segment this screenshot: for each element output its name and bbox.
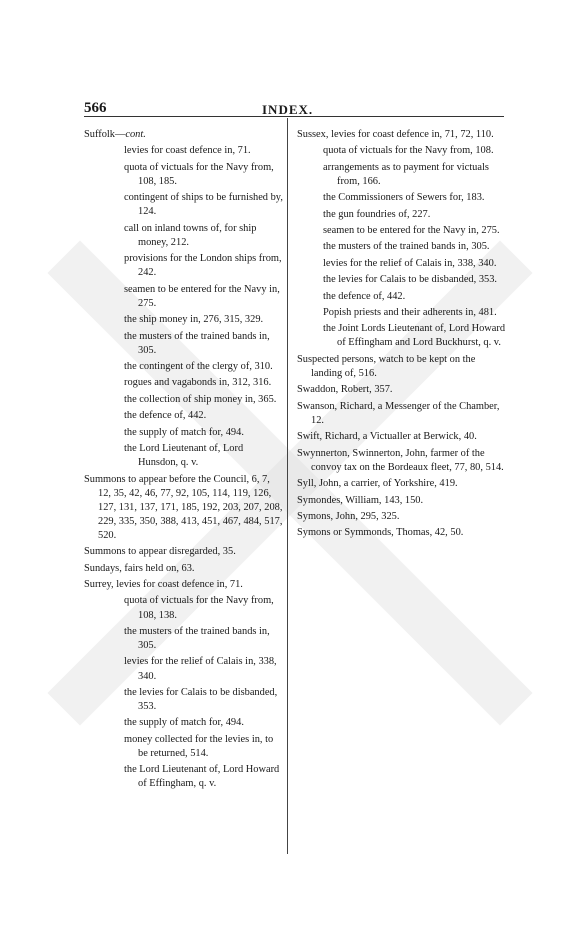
subentry: the defence of, 442. (124, 410, 207, 422)
subentry: the defence of, 442. (323, 290, 406, 302)
page-header (84, 100, 504, 120)
subentry: the collection of ship money in, 365. (124, 393, 277, 405)
subentry: the levies for Calais to be disbanded, 353. (323, 274, 498, 286)
index-entry: Swanson, Richard, a Messenger of the Chamber, 12. (297, 400, 500, 426)
subentry: contingent of ships to be furnished by, 124. (124, 192, 283, 218)
right-column (297, 128, 507, 543)
subentry: seamen to be entered for the Navy in, 275. (323, 225, 500, 237)
page-number: 566 (84, 100, 107, 116)
subentry: seamen to be entered for the Navy in, 275. (124, 283, 280, 309)
subentry: the Lord Lieutenant of, Lord Hunsdon, q. v. (124, 443, 244, 469)
subentry: the Joint Lords Lieutenant of, Lord Howard of Effingham and Lord Buckhurst, q. v. (323, 323, 506, 349)
index-entry: Swaddon, Robert, 357. (297, 384, 393, 396)
subentry: the musters of the trained bands in, 305. (124, 625, 270, 652)
subentry: money collected for the levies in, to be returned, 514. (124, 733, 274, 759)
subentry: quota of victuals for the Navy from, 108. (323, 145, 494, 157)
index-entry: Swynnerton, Swinnerton, John, farmer of the convoy tax on the Bordeaux fleet, 77, 80, 514. (297, 447, 504, 473)
subentry: the levies for Calais to be disbanded, 353. (124, 686, 278, 712)
subentry: the supply of match for, 494. (124, 426, 244, 438)
subentry: provisions for the London ships from, 242. (124, 253, 282, 279)
subentry: the Commissioners of Sewers for, 183. (323, 192, 485, 204)
index-entry: Syll, John, a carrier, of Yorkshire, 419. (297, 478, 458, 490)
subentry: the ship money in, 276, 315, 329. (124, 314, 264, 326)
index-entry: Swift, Richard, a Victualler at Berwick, 40. (297, 431, 477, 443)
subentry: levies for the relief of Calais in, 338, 340. (323, 257, 497, 269)
index-entry: Suspected persons, watch to be kept on the landing of, 516. (297, 353, 476, 379)
index-entry: Sundays, fairs held on, 63. (84, 562, 195, 574)
header-rule (84, 116, 504, 117)
page-title: INDEX. (262, 102, 314, 117)
subentry: the musters of the trained bands in, 305. (323, 241, 490, 253)
index-entry: Summons to appear before the Council, 6, 7, 12, 35, 42, 46, 77, 92, 105, 114, 119, 126, 127, 131, 137, 171, 185, 192, 203, 207, 208, 229, 335, 350, 388, 413, 451, 467, 484, 517, 520. (84, 473, 283, 541)
subentry: arrangements as to payment for victuals from, 166. (323, 161, 489, 187)
subentry: call on inland towns of, for ship money, 212. (124, 222, 257, 248)
subentry: the musters of the trained bands in, 305. (124, 330, 270, 356)
subentry: Popish priests and their adherents in, 481. (323, 307, 497, 318)
left-column (84, 128, 284, 794)
subentry: the gun foundries of, 227. (323, 208, 431, 220)
index-entry: Symondes, William, 143, 150. (297, 494, 424, 506)
subentry: levies for the relief of Calais in, 338, 340. (124, 656, 277, 682)
subentry: quota of victuals for the Navy from, 108, 185. (124, 161, 274, 187)
heading-continued: cont. (125, 129, 146, 140)
subentry: the supply of match for, 494. (124, 717, 244, 729)
index-entry: Symons, John, 295, 325. (297, 510, 400, 522)
subentry: quota of victuals for the Navy from, 108, 138. (124, 595, 274, 621)
index-entry: Surrey, levies for coast defence in, 71. (84, 579, 243, 591)
subentry: the contingent of the clergy of, 310. (124, 361, 273, 373)
index-entry: Summons to appear disregarded, 35. (84, 546, 236, 558)
index-entry: Sussex, levies for coast defence in, 71, 72, 110. (297, 129, 494, 140)
subentry: levies for coast defence in, 71. (124, 145, 251, 157)
column-divider (287, 118, 288, 854)
subentry: the Lord Lieutenant of, Lord Howard of Effingham, q. v. (124, 764, 280, 790)
index-entry: Symons or Symmonds, Thomas, 42, 50. (297, 527, 464, 539)
heading-text: Suffolk— (84, 129, 126, 140)
subentry: rogues and vagabonds in, 312, 316. (124, 377, 272, 389)
entry-heading (84, 128, 284, 142)
